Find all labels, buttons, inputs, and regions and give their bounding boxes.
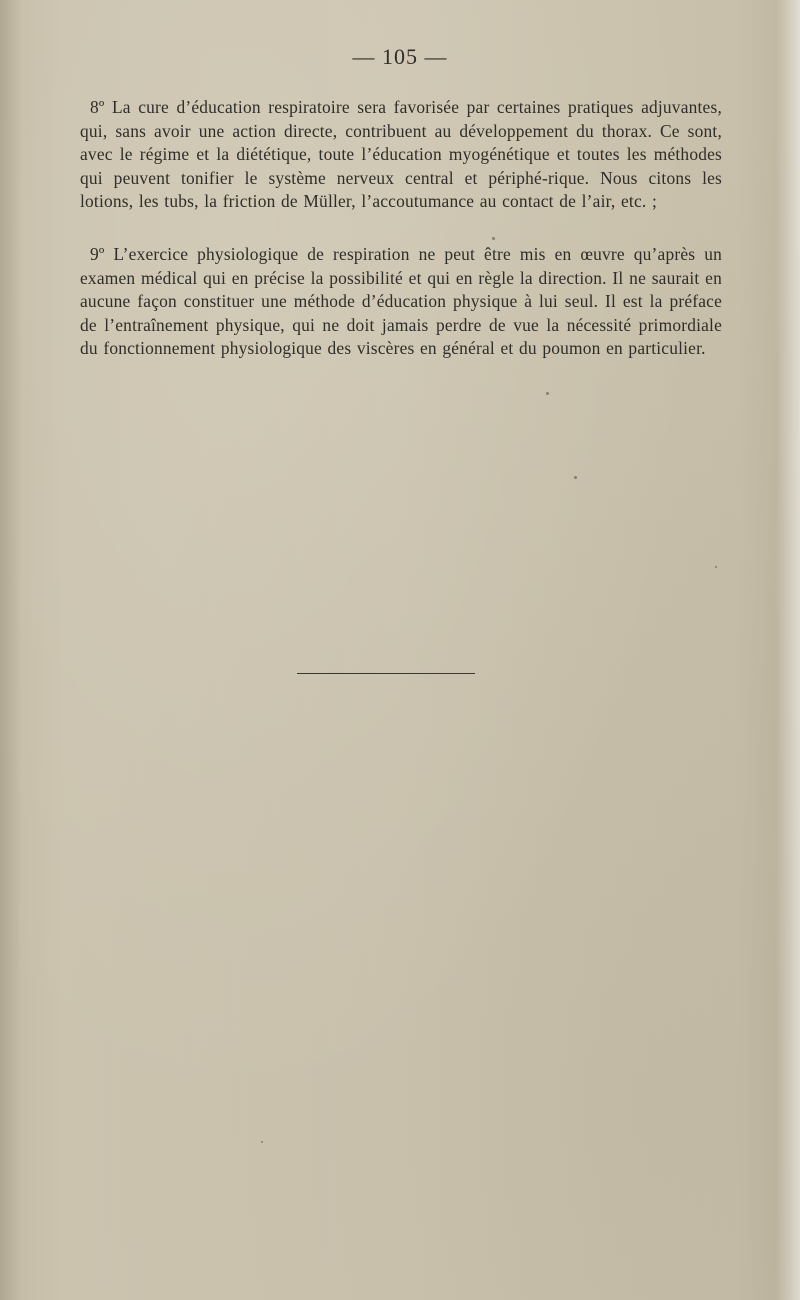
paper-speck [574, 476, 577, 479]
paper-speck [492, 237, 495, 240]
section-divider [297, 673, 475, 674]
paper-speck [715, 566, 717, 568]
paper-speck [546, 392, 549, 395]
page-shadow-left [0, 0, 22, 1300]
paragraph-8: 8º La cure d’éducation respiratoire sera favorisée par certaines pratiques adjuvantes, qui, sans avoir une action directe, contribuent au développement du thorax. Ce sont, avec le régime et la diététique, toute l’éducation myogénétique et toutes les méthodes qui peuvent tonifier le système nerveux central et périphé-rique. Nous citons les lotions, les tubs, la friction de Müller, l’accoutumance au contact de l’air, etc. ; [80, 97, 722, 211]
paper-speck [261, 1141, 263, 1143]
paragraph-9: 9º L’exercice physiologique de respiration ne peut être mis en œuvre qu’après un examen médical qui en précise la possibilité et qui en règle la direction. Il ne saurait en aucune façon constituer une méthode d’éducation physique à lui seul. Il est la préface de l’entraînement physique, qui ne doit jamais perdre de vue la nécessité primordiale du fonctionnement physiologique des viscères en général et du poumon en particulier. [80, 244, 722, 358]
page-edge-right [776, 0, 800, 1300]
page-number: — 105 — [352, 44, 448, 69]
